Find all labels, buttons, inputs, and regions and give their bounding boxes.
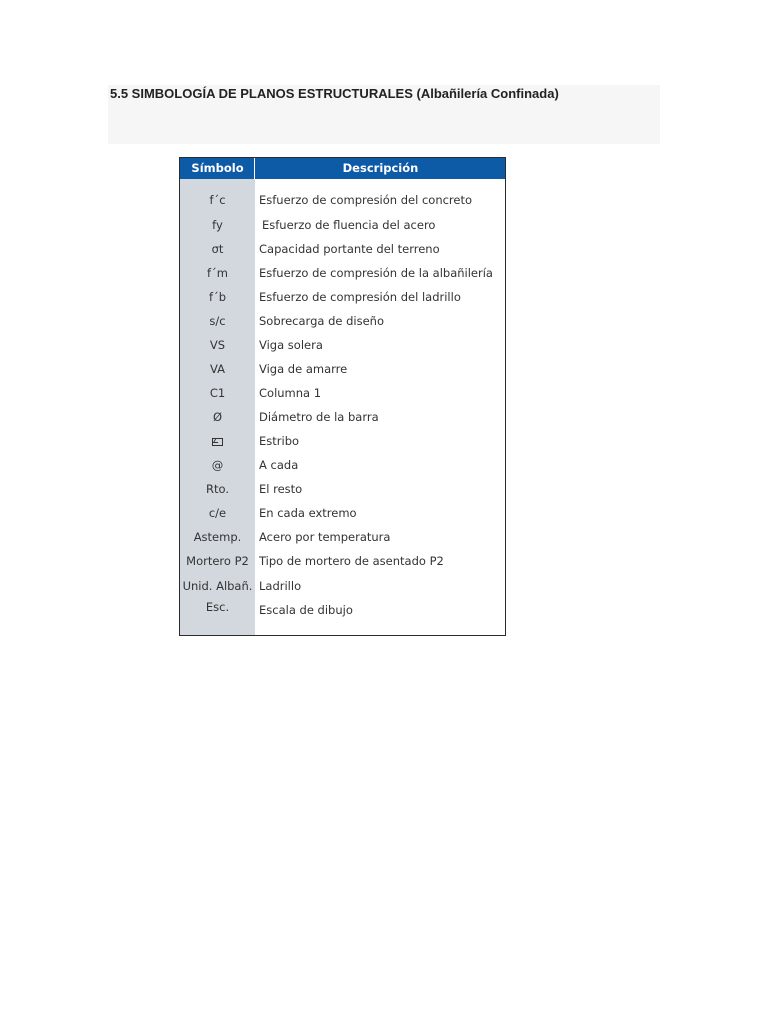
symbol-cell: f´c — [209, 193, 226, 207]
header-symbol: Símbolo — [191, 161, 244, 175]
symbol-cell: Mortero P2 — [186, 554, 249, 568]
symbology-table — [179, 157, 506, 636]
symbol-cell: C1 — [209, 386, 226, 400]
table-row — [180, 309, 505, 333]
description-cell: Diámetro de la barra — [259, 410, 379, 424]
symbol-cell: Rto. — [206, 482, 229, 496]
table-row — [180, 357, 505, 381]
description-cell: Estribo — [259, 434, 300, 448]
symbol-cell: Astemp. — [193, 530, 242, 544]
description-cell: Escala de dibujo — [259, 603, 353, 617]
symbol-cell: VS — [209, 338, 226, 352]
symbol-cell — [180, 429, 255, 453]
section-title: 5.5 SIMBOLOGÍA DE PLANOS ESTRUCTURALES (Albañilería Confinada) — [110, 86, 559, 101]
symbol-cell: s/c — [209, 314, 226, 328]
table-row — [180, 381, 505, 405]
description-cell: A cada — [259, 458, 299, 472]
symbol-cell: fy — [212, 218, 223, 232]
symbol-cell: c/e — [208, 506, 227, 520]
stirrup-icon — [212, 438, 223, 446]
symbol-cell: Esc. — [205, 600, 230, 614]
description-cell: El resto — [259, 482, 303, 496]
table-row — [180, 237, 505, 261]
description-cell: Ladrillo — [259, 579, 302, 593]
table-row — [180, 405, 505, 429]
table-row — [180, 549, 505, 573]
table-row — [180, 213, 505, 237]
description-cell: Esfuerzo de compresión del ladrillo — [259, 290, 461, 304]
table-row — [180, 261, 505, 285]
description-cell: Columna 1 — [259, 386, 322, 400]
symbol-cell: @ — [211, 458, 224, 472]
heading-band — [108, 85, 660, 144]
table-row — [180, 598, 505, 622]
symbol-cell: VA — [210, 362, 225, 376]
description-cell: En cada extremo — [259, 506, 357, 520]
description-cell: Esfuerzo de fluencia del acero — [262, 218, 436, 232]
symbol-cell: f´b — [208, 290, 227, 304]
table-row — [180, 188, 505, 212]
table-row — [180, 477, 505, 501]
table-row — [180, 333, 505, 357]
table-row — [180, 501, 505, 525]
table-row — [180, 453, 505, 477]
symbol-cell: σt — [211, 242, 224, 256]
description-cell: Sobrecarga de diseño — [259, 314, 385, 328]
table-row — [180, 429, 505, 453]
symbol-cell: Unid. Albañ. — [182, 579, 253, 593]
symbol-cell: Ø — [212, 410, 223, 424]
symbol-cell: f´m — [206, 266, 228, 280]
description-cell: Capacidad portante del terreno — [259, 242, 440, 256]
table-row — [180, 285, 505, 309]
description-cell: Esfuerzo de compresión del concreto — [259, 193, 473, 207]
description-cell: Viga solera — [259, 338, 323, 352]
header-description: Descripción — [342, 161, 419, 175]
table-row — [180, 525, 505, 549]
description-cell: Esfuerzo de compresión de la albañilería — [259, 266, 493, 280]
description-cell: Tipo de mortero de asentado P2 — [259, 554, 444, 568]
description-cell: Viga de amarre — [259, 362, 348, 376]
header-divider — [254, 158, 255, 179]
description-cell: Acero por temperatura — [259, 530, 391, 544]
table-header — [180, 158, 505, 179]
